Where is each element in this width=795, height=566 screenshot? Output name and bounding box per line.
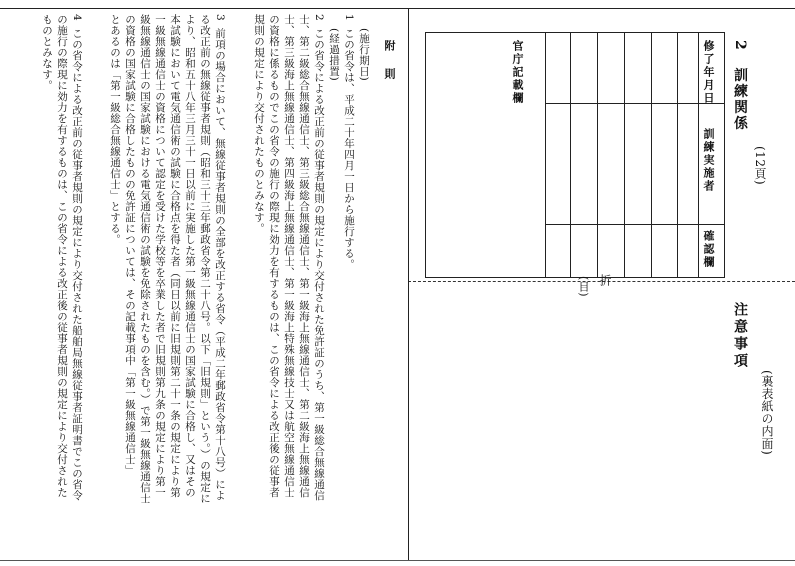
table-column-divider <box>677 32 678 278</box>
section-title: 2 訓練関係 <box>732 40 748 132</box>
item1-text: この省令は、平成二十年四月一日から施行する。 <box>343 28 355 270</box>
item3-line: 一級無線通信士の資格について認定を受けた学校等を卒業した者で旧規則第九条の規定により第一 <box>154 14 166 498</box>
fold-paren: (目) <box>577 276 590 298</box>
item2-line: 士、第三級海上無線通信士、第四級海上無線通信士、第一級海上特殊無線技士又は航空無線通信士 <box>283 14 295 498</box>
office-column-divider <box>545 32 546 278</box>
confirmation-header: 確認欄 <box>702 230 715 269</box>
item4-line: ものとみなす。 <box>41 14 53 91</box>
completion-date-header: 修了年月日 <box>702 40 715 105</box>
item4-number: 4 <box>71 14 83 22</box>
table-column-divider <box>651 32 652 278</box>
item2-number: 2 <box>313 14 325 22</box>
item3-line: 前項の場合において、無線従事者規則の全部を改正する省令（平成二年郵政省令第十八号）によ <box>214 28 226 501</box>
item4-line: の施行の際現に効力を有するものは、この省令による改正後の従事者規則の規定により交付された <box>56 14 68 498</box>
page-number: (12頁) <box>753 146 767 186</box>
item3-line: とあるのは「第一級総合無線通信士」とする。 <box>109 14 121 245</box>
item1-number: 1 <box>343 14 355 22</box>
item4-line: この省令による改正前の従事者規則の規定により交付された船舶局無線従事者証明書でこの省令 <box>71 28 83 501</box>
table-row-divider <box>545 103 725 104</box>
table-column-divider <box>570 32 571 278</box>
item3-line: 級無線通信士の国家試験における電気通信術の試験を免除されたものを含む。）で第一級無線通信士 <box>139 14 151 504</box>
item3-number: 3 <box>214 14 226 22</box>
item2-line: 士、第二級総合無線通信士、第三級総合無線通信士、第一級海上無線通信士、第二級海上無線通信 <box>298 14 310 498</box>
table-header-divider <box>698 32 699 278</box>
notes-heading: 注意事項 <box>732 302 748 370</box>
bottom-rule <box>0 560 795 561</box>
supplementary-heading: 附 則 <box>383 40 396 82</box>
item2-line: 規則の規定により交付されたものとみなす。 <box>253 14 265 234</box>
item2-line: の資格に係るものでこの省令の施行の際現に効力を有するものは、この省令による改正後の従事者 <box>268 14 280 498</box>
top-rule <box>0 8 795 9</box>
table-row-divider <box>545 224 725 225</box>
training-table <box>425 32 725 278</box>
item3-line: る改正前の無線従事者規則（昭和三十三年郵政省令第二十八号。以下「旧規則」という。）の規定に <box>199 14 211 504</box>
fold-label: 折 <box>598 274 612 287</box>
item3-line: の資格の国家試験に合格したものの免許証については、その記載事項中「第一級無線通信士」 <box>124 14 136 476</box>
inner-side-note: (裏表紙の内面) <box>760 370 774 456</box>
item3-line: 本試験において電気通信術の試験に合格点を得た者（同日以前に旧規則第二十一条の規定により第 <box>169 14 181 498</box>
item2-caption: (経過措置) <box>328 28 340 82</box>
center-separator <box>408 8 409 560</box>
training-provider-header: 訓練実施者 <box>702 128 715 193</box>
office-stamp-label: 官庁記載欄 <box>511 40 524 105</box>
item1-caption: (施行期日) <box>358 28 370 82</box>
table-column-divider <box>624 32 625 278</box>
table-column-divider <box>597 32 598 278</box>
item3-line: より、昭和五十八年三月三十一日以前に実施した第一級無線通信士の国家試験に合格し、又はその <box>184 14 196 498</box>
item2-line: この省令による改正前の従事者規則の規定により交付された免許証のうち、第一級総合無線通信 <box>313 28 325 501</box>
